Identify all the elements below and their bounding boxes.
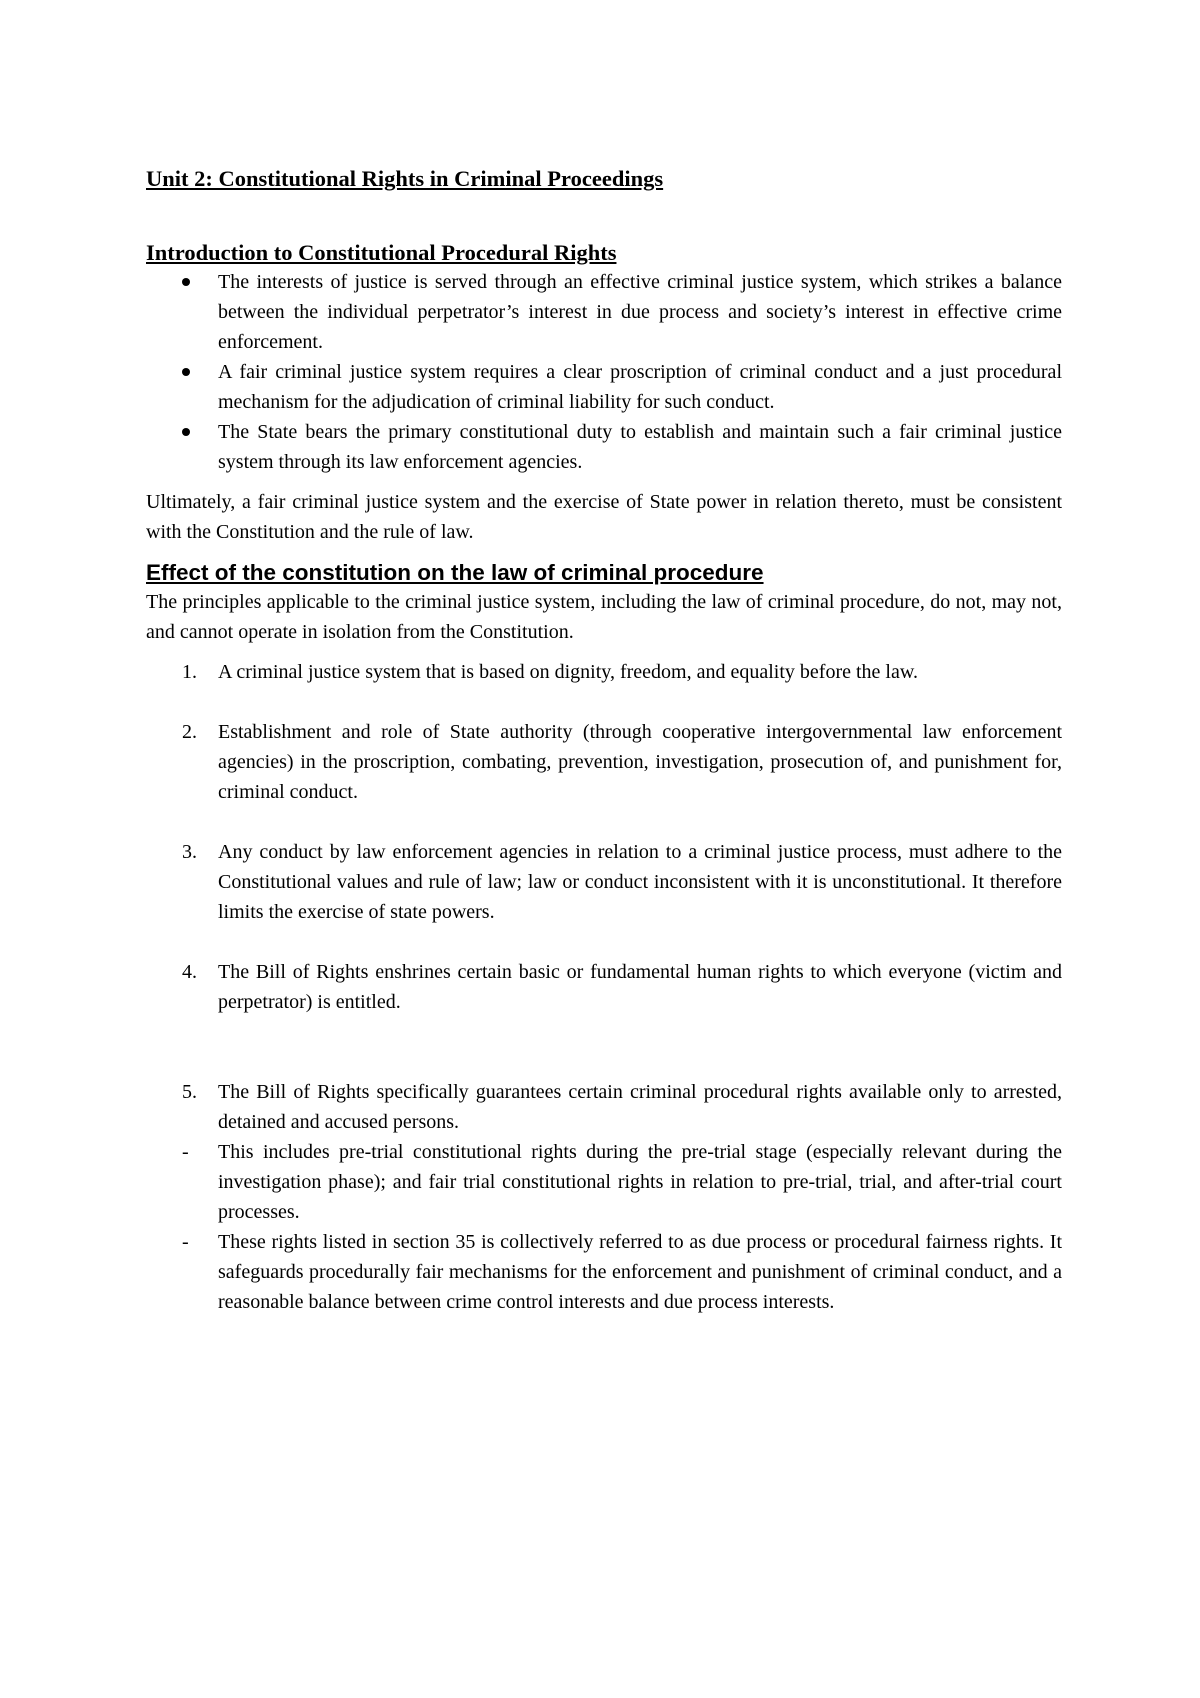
bullet-icon	[182, 278, 190, 286]
bullet-icon	[182, 428, 190, 436]
item-number: 4.	[182, 961, 197, 983]
numbered-item	[146, 957, 1062, 1017]
effect-intro-paragraph: The principles applicable to the criminal justice system, including the law of criminal procedure, do not, may not, and cannot operate in isolation from the Constitution.	[146, 591, 1062, 643]
document-page	[146, 165, 1062, 1317]
item-text: The Bill of Rights specifically guarantees certain criminal procedural rights available only to arrested, detained and accused persons.	[218, 1081, 1062, 1133]
item-number: 1.	[182, 661, 197, 683]
bullet-item	[146, 417, 1062, 477]
numbered-item	[146, 657, 1062, 687]
bullet-item	[146, 357, 1062, 417]
bullet-icon	[182, 368, 190, 376]
section-heading-effect: Effect of the constitution on the law of criminal procedure	[146, 560, 764, 585]
item-number: 3.	[182, 841, 197, 863]
bullet-text: The interests of justice is served through an effective criminal justice system, which strikes a balance between the individual perpetrator’s interest in due process and society’s interest in effective crime enforcement.	[218, 271, 1062, 353]
bullet-text: The State bears the primary constitutional duty to establish and maintain such a fair criminal justice system through its law enforcement agencies.	[218, 421, 1062, 473]
item-text: Any conduct by law enforcement agencies in relation to a criminal justice process, must adhere to the Constitutional values and rule of law; law or conduct inconsistent with it is unconstitutional. It therefore limits the exercise of state powers.	[218, 841, 1062, 923]
dash-marker: -	[182, 1231, 189, 1253]
effect-numbered-list	[146, 657, 1062, 1137]
item-text: A criminal justice system that is based on dignity, freedom, and equality before the law.	[218, 661, 918, 683]
item-number: 2.	[182, 721, 197, 743]
section-heading-introduction: Introduction to Constitutional Procedural Rights	[146, 240, 617, 265]
introduction-bullet-list	[146, 267, 1062, 477]
bullet-item	[146, 267, 1062, 357]
dash-sub-point	[146, 1137, 1062, 1227]
dash-text: These rights listed in section 35 is collectively referred to as due process or procedural fairness rights. It safeguards procedurally fair mechanisms for the enforcement and punishment of criminal conduct, and a reasonable balance between crime control interests and due process interests.	[218, 1231, 1062, 1313]
dash-sub-point	[146, 1227, 1062, 1317]
dash-marker: -	[182, 1141, 189, 1163]
introduction-conclusion: Ultimately, a fair criminal justice system and the exercise of State power in relation thereto, must be consistent with the Constitution and the rule of law.	[146, 491, 1062, 543]
item-number: 5.	[182, 1081, 197, 1103]
item-text: The Bill of Rights enshrines certain basic or fundamental human rights to which everyone (victim and perpetrator) is entitled.	[218, 961, 1062, 1013]
numbered-item	[146, 837, 1062, 927]
numbered-item	[146, 717, 1062, 807]
dash-text: This includes pre-trial constitutional rights during the pre-trial stage (especially relevant during the investigation phase); and fair trial constitutional rights in relation to pre-trial, trial, and after-trial court processes.	[218, 1141, 1062, 1223]
document-title: Unit 2: Constitutional Rights in Criminal Proceedings	[146, 166, 664, 191]
bullet-text: A fair criminal justice system requires a clear proscription of criminal conduct and a just procedural mechanism for the adjudication of criminal liability for such conduct.	[218, 361, 1062, 413]
numbered-item	[146, 1077, 1062, 1137]
item-text: Establishment and role of State authority (through cooperative intergovernmental law enforcement agencies) in the proscription, combating, prevention, investigation, prosecution of, and punishment for, criminal conduct.	[218, 721, 1062, 803]
